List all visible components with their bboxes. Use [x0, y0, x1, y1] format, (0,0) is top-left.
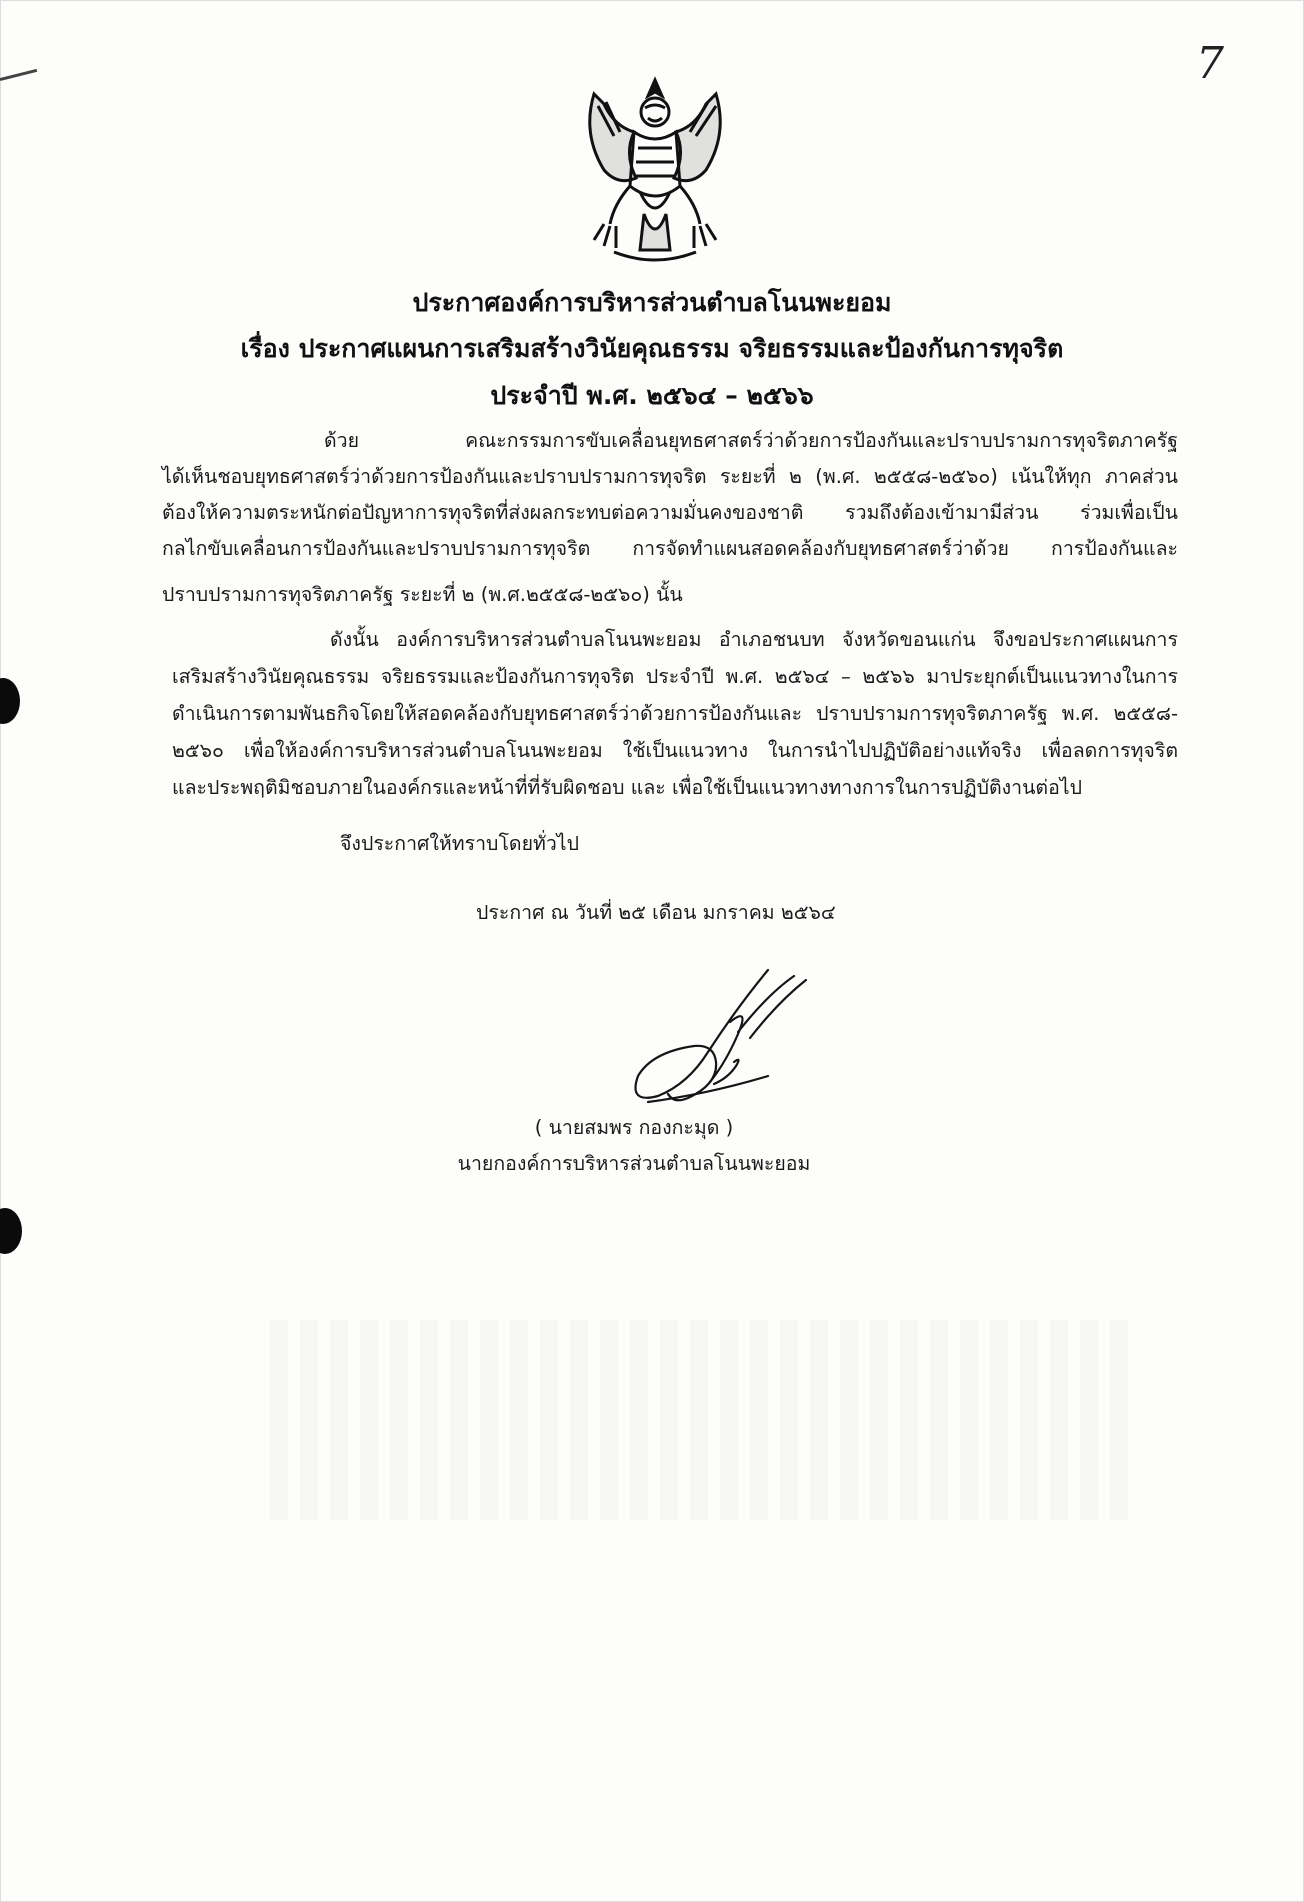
punch-hole-top: [0, 678, 20, 724]
document-period: ประจำปี พ.ศ. ๒๕๖๔ – ๒๕๖๖: [490, 381, 814, 410]
bleed-through-shadow: [270, 1320, 1130, 1520]
page-number: 7: [1196, 38, 1224, 89]
announcement-text: จึงประกาศให้ทราบโดยทั่วไป: [340, 832, 579, 855]
paragraph1-line: ปราบปรามการทุจริตภาครัฐ ระยะที่ ๒ (พ.ศ.๒๕๕๘-๒๕๖๐) นั้น: [162, 583, 683, 606]
document-subject: เรื่อง ประกาศแผนการเสริมสร้างวินัยคุณธรรม จริยธรรมและป้องกันการทุจริต: [240, 334, 1064, 363]
edge-mark: [0, 69, 37, 81]
date-line: ประกาศ ณ วันที่ ๒๕ เดือน มกราคม ๒๕๖๔: [476, 901, 836, 924]
paragraph1-line: กลไกขับเคลื่อนการป้องกันและปราบปรามการทุจริต การจัดทำแผนสอดคล้องกับยุทธศาสตร์ว่าด้วย การป้องกันและ: [162, 537, 1178, 560]
paragraph2-line: ๒๕๖๐ เพื่อให้องค์การบริหารส่วนตำบลโนนพะยอม ใช้เป็นแนวทาง ในการนำไปปฏิบัติอย่างแท้จริง เพื่อลดการทุจริต: [172, 739, 1178, 762]
signature-icon: [618, 966, 850, 1116]
paragraph2-line: และประพฤติมิชอบภายในองค์กรและหน้าที่ที่รับผิดชอบ และ เพื่อใช้เป็นแนวทางทางการในการปฏิบัติงานต่อไป: [172, 776, 1082, 799]
punch-hole-bottom: [0, 1208, 22, 1254]
document-title: ประกาศองค์การบริหารส่วนตำบลโนนพะยอม: [412, 288, 892, 317]
paragraph1-line: ต้องให้ความตระหนักต่อปัญหาการทุจริตที่ส่งผลกระทบต่อความมั่นคงของชาติ รวมถึงต้องเข้ามามีส่วน ร่วมเพื่อเป็น: [162, 501, 1178, 524]
paragraph2-line: ดำเนินการตามพันธกิจโดยให้สอดคล้องกับยุทธศาสตร์ว่าด้วยการป้องกันและ ปราบปรามการทุจริตภาครัฐ พ.ศ. ๒๕๕๘-: [172, 702, 1178, 725]
paragraph1-line: ได้เห็นชอบยุทธศาสตร์ว่าด้วยการป้องกันและปราบปรามการทุจริต ระยะที่ ๒ (พ.ศ. ๒๕๕๘-๒๕๖๐) เน้นให้ทุก ภาคส่วน: [162, 465, 1178, 488]
paragraph2-line: ดังนั้น องค์การบริหารส่วนตำบลโนนพะยอม อำเภอชนบท จังหวัดขอนแก่น จึงขอประกาศแผนการ: [330, 628, 1178, 651]
signer-position: นายกองค์การบริหารส่วนตำบลโนนพะยอม: [457, 1152, 811, 1175]
paragraph2-line: เสริมสร้างวินัยคุณธรรม จริยธรรมและป้องกันการทุจริต ประจำปี พ.ศ. ๒๕๖๔ – ๒๕๖๖ มาประยุกต์เป็นแนวทางในการ: [172, 665, 1178, 688]
garuda-emblem-icon: [574, 74, 736, 270]
signer-name: ( นายสมพร กองกะมุด ): [534, 1116, 734, 1139]
paragraph1-line: ด้วย คณะกรรมการขับเคลื่อนยุทธศาสตร์ว่าด้วยการป้องกันและปราบปรามการทุจริตภาครัฐ: [324, 429, 1178, 452]
